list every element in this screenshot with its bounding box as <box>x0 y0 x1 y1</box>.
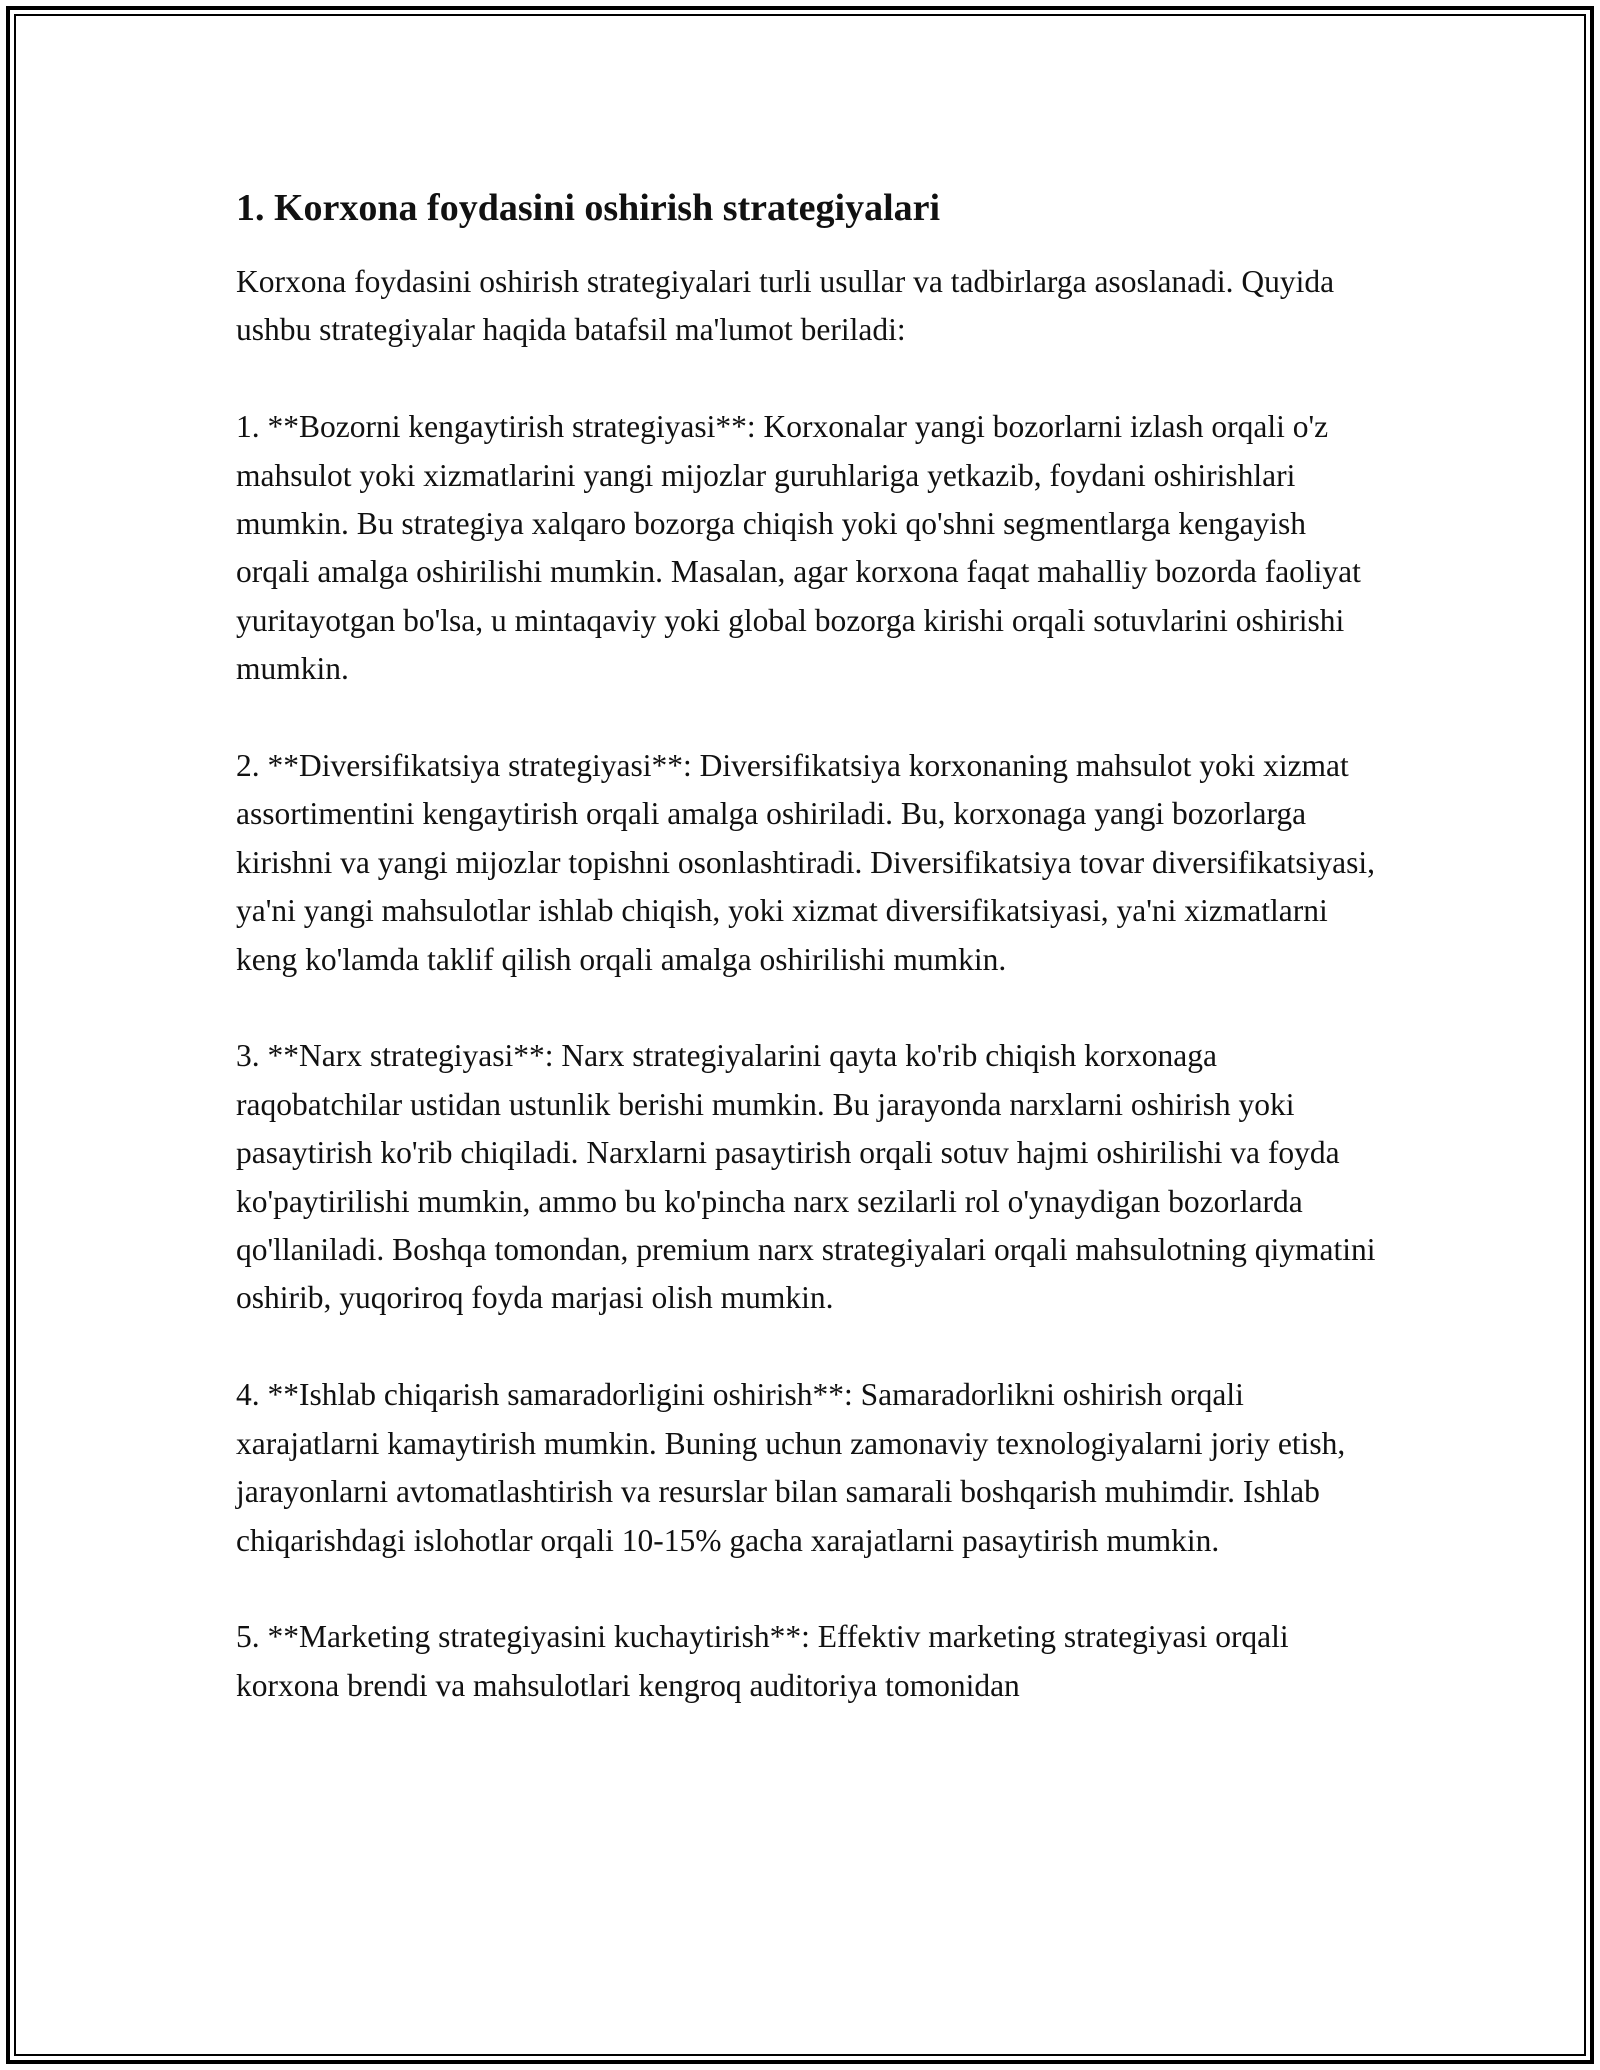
strategy-marketing-paragraph: 5. **Marketing strategiyasini kuchaytirish**: Effektiv marketing strategiyasi orqali korxona brendi va mahsulotlari kengroq auditoriya tomonidan <box>236 1619 1289 1703</box>
document-title: 1. Korxona foydasini oshirish strategiyalari <box>236 187 941 229</box>
document-body <box>236 184 1376 1710</box>
intro-paragraph: Korxona foydasini oshirish strategiyalari turli usullar va tadbirlarga asoslanadi. Quyida ushbu strategiyalar haqida batafsil ma'lumot beriladi: <box>236 264 1335 348</box>
strategy-diversification-paragraph: 2. **Diversifikatsiya strategiyasi**: Diversifikatsiya korxonaning mahsulot yoki xizmat assortimentini kengaytirish orqali amalga oshiriladi. Bu, korxonaga yangi bozorlarga kirishni va yangi mijozlar topishni osonlashtiradi. Diversifikatsiya tovar diversifikatsiyasi, ya'ni yangi mahsulotlar ishlab chiqish, yoki xizmat diversifikatsiyasi, ya'ni xizmatlarni keng ko'lamda taklif qilish orqali amalga oshirilishi mumkin. <box>236 748 1376 977</box>
strategy-pricing-paragraph: 3. **Narx strategiyasi**: Narx strategiyalarini qayta ko'rib chiqish korxonaga raqobatchilar ustidan ustunlik berishi mumkin. Bu jarayonda narxlarni oshirish yoki pasaytirish ko'rib chiqiladi. Narxlarni pasaytirish orqali sotuv hajmi oshirilishi va foyda ko'paytirilishi mumkin, ammo bu ko'pincha narx sezilarli rol o'ynaydigan bozorlarda qo'llaniladi. Boshqa tomondan, premium narx strategiyalari orqali mahsulotning qiymatini oshirib, yuqoriroq foyda marjasi olish mumkin. <box>236 1038 1376 1316</box>
strategy-production-efficiency-paragraph: 4. **Ishlab chiqarish samaradorligini oshirish**: Samaradorlikni oshirish orqali xarajatlarni kamaytirish mumkin. Buning uchun zamonaviy texnologiyalarni joriy etish, jarayonlarni avtomatlashtirish va resurslar bilan samarali boshqarish muhimdir. Ishlab chiqarishdagi islohotlar orqali 10-15% gacha xarajatlarni pasaytirish mumkin. <box>236 1377 1346 1558</box>
strategy-market-expansion-paragraph: 1. **Bozorni kengaytirish strategiyasi**: Korxonalar yangi bozorlarni izlash orqali o'z mahsulot yoki xizmatlarini yangi mijozlar guruhlariga yetkazib, foydani oshirishlari mumkin. Bu strategiya xalqaro bozorga chiqish yoki qo'shni segmentlarga kengayish orqali amalga oshirilishi mumkin. Masalan, agar korxona faqat mahalliy bozorda faoliyat yuritayotgan bo'lsa, u mintaqaviy yoki global bozorga kirishi orqali sotuvlarini oshirishi mumkin. <box>236 409 1361 687</box>
